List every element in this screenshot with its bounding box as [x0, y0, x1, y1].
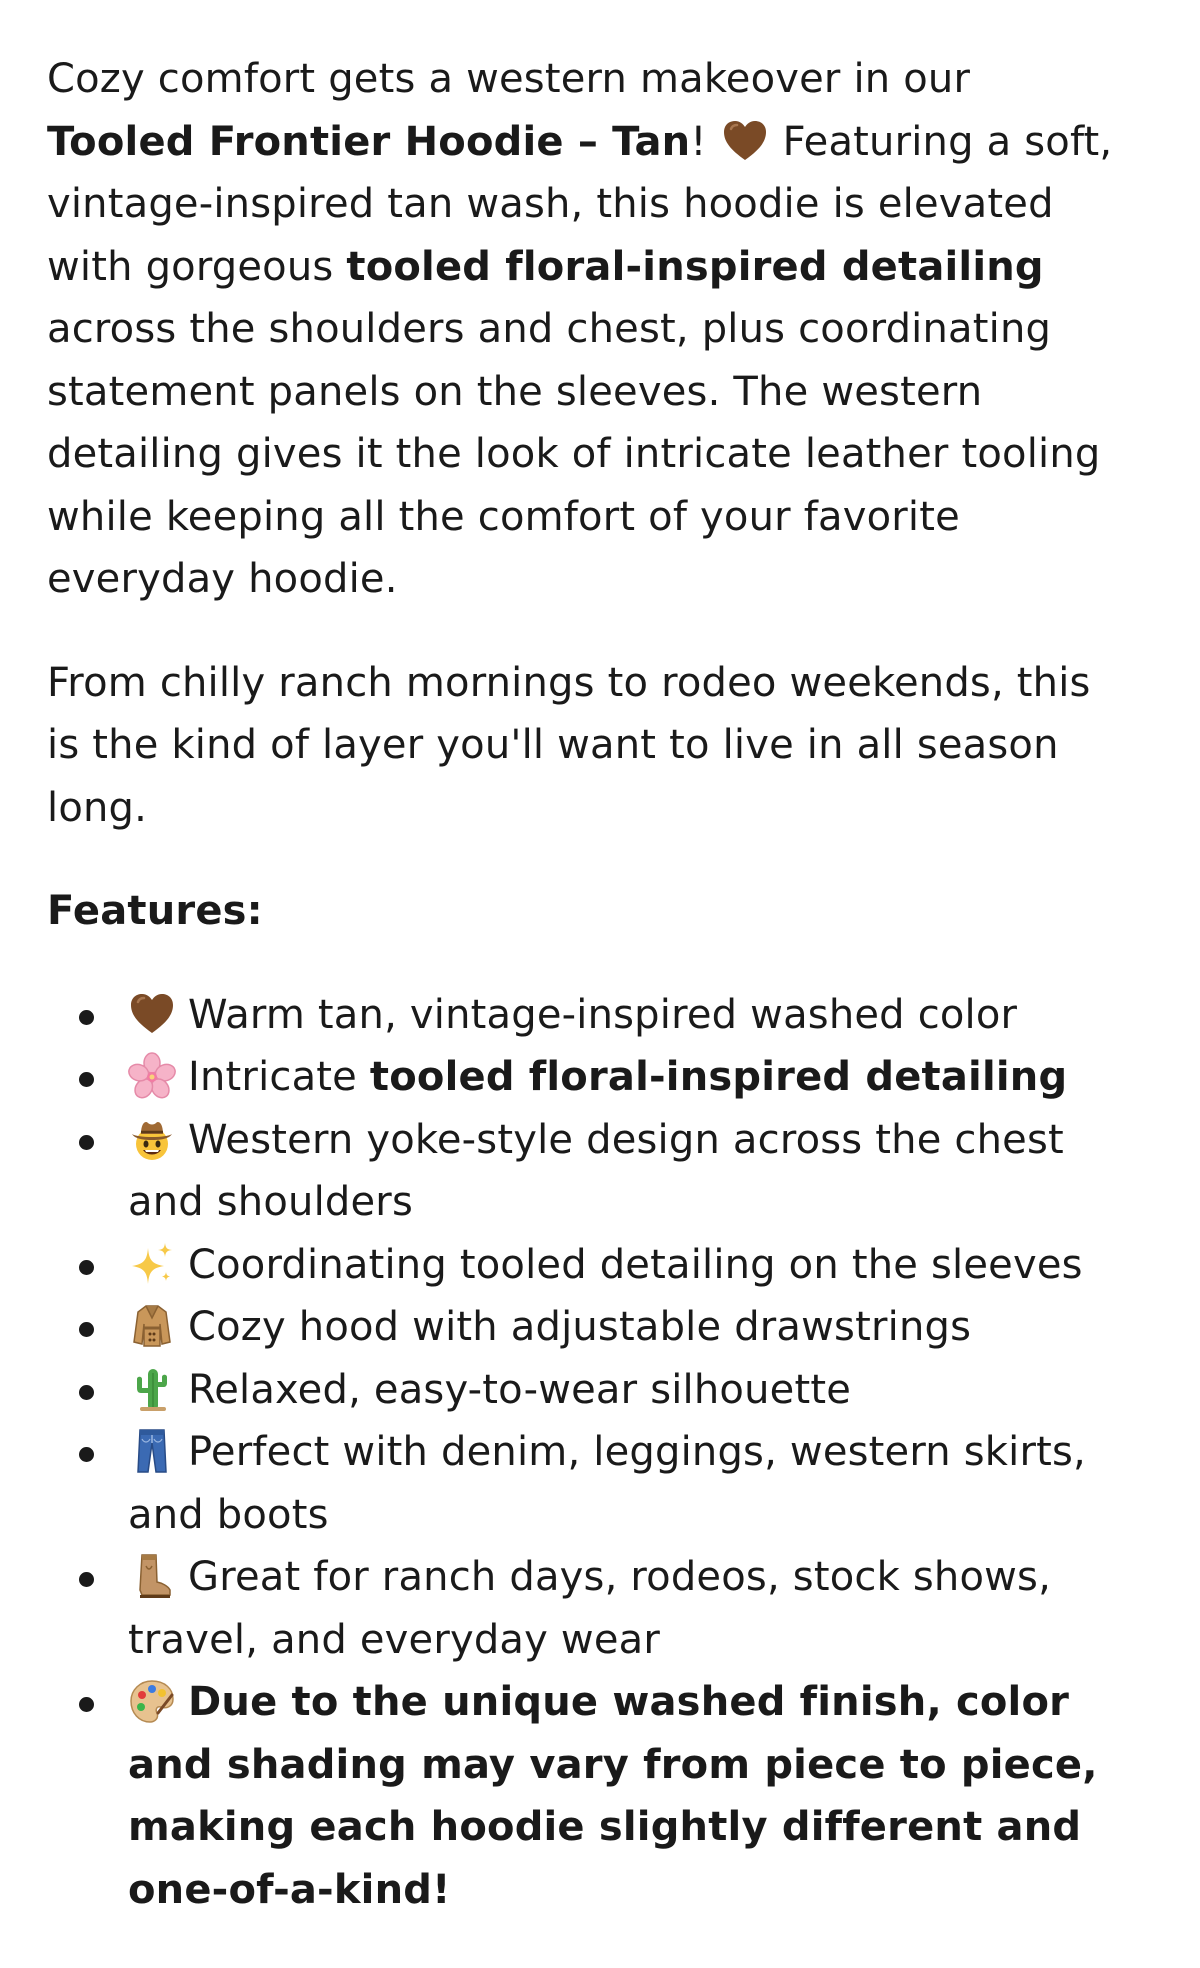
list-item [128, 1234, 1127, 1297]
brown-heart-icon [128, 990, 176, 1038]
feature-text: Great for ranch days, rodeos, stock shows, travel, and everyday wear [128, 1554, 1051, 1663]
list-item [128, 1421, 1127, 1546]
intro-paragraph [47, 48, 1127, 611]
jeans-icon [128, 1427, 176, 1475]
list-item [128, 1109, 1127, 1234]
cactus-icon [128, 1365, 176, 1413]
feature-bold-text: tooled floral-inspired detailing [369, 1054, 1068, 1100]
list-item [128, 1671, 1127, 1921]
feature-text: Perfect with denim, leggings, western skirts, and boots [128, 1429, 1086, 1538]
second-paragraph: From chilly ranch mornings to rodeo weekends, this is the kind of layer you'll want to live in all season long. [47, 659, 1091, 831]
brown-heart-icon [721, 117, 769, 165]
feature-text: Western yoke-style design across the chest and shoulders [128, 1116, 1064, 1225]
intro-text-4: across the shoulders and chest, plus coordinating statement panels on the sleeves. The western detailing gives it the look of intricate leather tooling while keeping all the comfort of your favorite everyday hoodie. [47, 306, 1101, 602]
coat-icon [128, 1302, 176, 1350]
intro-text-1: Cozy comfort gets a western makeover in our [47, 56, 971, 102]
palette-icon [128, 1677, 176, 1725]
list-item [128, 984, 1127, 1047]
features-heading: Features: [47, 888, 263, 934]
feature-text: Intricate [188, 1054, 370, 1100]
list-item [128, 1359, 1127, 1422]
feature-text: Relaxed, easy-to-wear silhouette [188, 1366, 852, 1413]
list-item [128, 1296, 1127, 1359]
product-name: Tooled Frontier Hoodie – Tan [47, 118, 691, 165]
list-item [128, 1546, 1127, 1671]
feature-text: Warm tan, vintage-inspired washed color [188, 991, 1018, 1038]
cowboy-face-icon [128, 1115, 176, 1163]
feature-text: Cozy hood with adjustable drawstrings [188, 1304, 972, 1350]
feature-text: Coordinating tooled detailing on the sleeves [188, 1241, 1083, 1288]
bold-detailing-text: tooled floral-inspired detailing [346, 243, 1044, 290]
intro-text-3: Featuring a soft, vintage-inspired tan wash, this hoodie is elevated with gorgeous [47, 118, 1113, 290]
boot-icon [128, 1552, 176, 1600]
cherry-blossom-icon [128, 1052, 176, 1100]
intro-text-2: ! [690, 118, 707, 165]
product-description [47, 48, 1127, 1921]
sparkles-icon [128, 1240, 176, 1288]
features-list [47, 984, 1127, 1922]
feature-bold-text: Due to the unique washed finish, color and shading may vary from piece to piece, making each hoodie slightly different and one-of-a-kind! [128, 1679, 1098, 1913]
list-item [128, 1046, 1127, 1109]
